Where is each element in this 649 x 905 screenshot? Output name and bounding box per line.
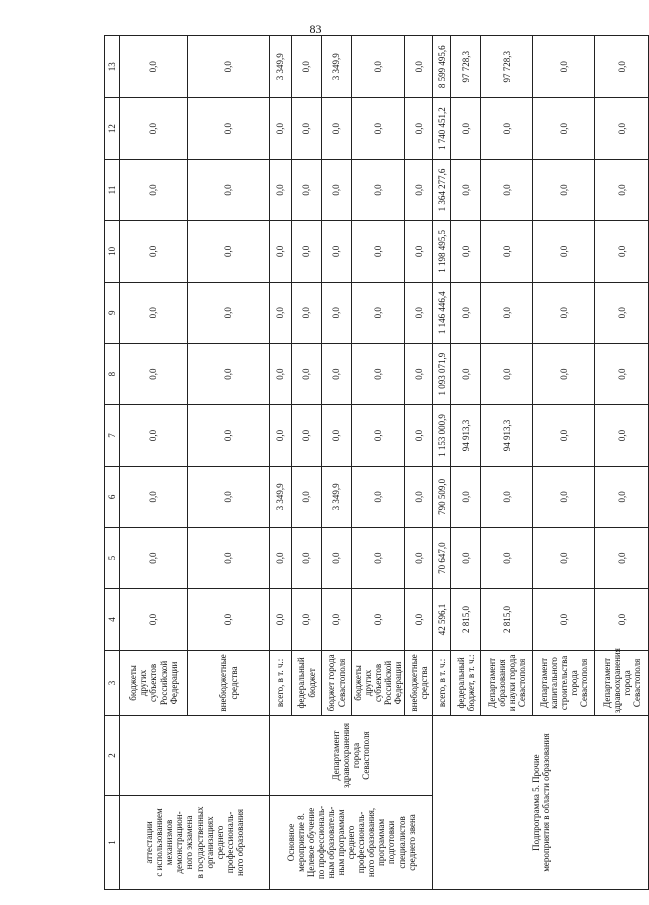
value-cell: 3 349,9 [270, 466, 292, 527]
value-cell: 0,0 [533, 405, 595, 466]
value-cell: 0,0 [188, 282, 270, 343]
value-cell: 0,0 [405, 589, 433, 650]
value-cell: 0,0 [405, 282, 433, 343]
value-cell: 1 146 446,4 [433, 282, 451, 343]
value-cell: 0,0 [405, 159, 433, 220]
value-cell: 0,0 [270, 98, 292, 159]
value-cell: 0,0 [188, 98, 270, 159]
value-cell: 94 913,3 [481, 405, 533, 466]
value-cell: 0,0 [120, 159, 188, 220]
value-cell: 0,0 [292, 221, 322, 282]
value-cell: 0,0 [481, 159, 533, 220]
value-cell: 0,0 [481, 282, 533, 343]
budget-table [104, 35, 649, 890]
value-cell: 0,0 [533, 527, 595, 588]
value-cell: 0,0 [292, 405, 322, 466]
rotated-table-container [104, 35, 642, 890]
value-cell: 0,0 [595, 36, 649, 98]
value-cell: 0,0 [352, 282, 405, 343]
value-cell: 0,0 [595, 221, 649, 282]
header-cell: 7 [105, 405, 120, 466]
value-cell: 0,0 [405, 527, 433, 588]
value-cell: 0,0 [120, 343, 188, 404]
value-cell: 0,0 [595, 466, 649, 527]
value-cell: 0,0 [270, 282, 292, 343]
header-cell: 6 [105, 466, 120, 527]
value-cell: 0,0 [188, 466, 270, 527]
value-cell: 3 349,9 [322, 466, 352, 527]
value-cell: 0,0 [120, 527, 188, 588]
value-cell: 0,0 [322, 343, 352, 404]
value-cell: 0,0 [292, 159, 322, 220]
subprogram-title: Подпрограмма 5. Прочие мероприятия в области образования [433, 716, 649, 890]
value-cell: 97 728,3 [451, 36, 481, 98]
value-cell: 0,0 [322, 527, 352, 588]
value-cell: 0,0 [270, 221, 292, 282]
header-cell: 11 [105, 159, 120, 220]
table-row [120, 36, 188, 890]
value-cell: 0,0 [292, 98, 322, 159]
value-cell: 0,0 [352, 589, 405, 650]
value-cell: 0,0 [595, 589, 649, 650]
value-cell: 0,0 [352, 405, 405, 466]
value-cell: 0,0 [352, 221, 405, 282]
value-cell: 0,0 [322, 589, 352, 650]
value-cell: 0,0 [481, 98, 533, 159]
value-cell: 3 349,9 [270, 36, 292, 98]
value-cell: 0,0 [188, 36, 270, 98]
funding-source: внебюджетные средства [188, 650, 270, 715]
value-cell: 0,0 [188, 527, 270, 588]
value-cell: 1 093 071,9 [433, 343, 451, 404]
value-cell: 0,0 [405, 36, 433, 98]
value-cell: 0,0 [188, 159, 270, 220]
value-cell: 790 509,0 [433, 466, 451, 527]
funding-source: бюджеты других субъектов Российской Федерации [352, 650, 405, 715]
value-cell: 0,0 [352, 527, 405, 588]
value-cell: 0,0 [595, 405, 649, 466]
value-cell: 0,0 [352, 343, 405, 404]
table-row [270, 36, 292, 890]
value-cell: 0,0 [352, 159, 405, 220]
value-cell: 0,0 [322, 405, 352, 466]
value-cell: 0,0 [533, 589, 595, 650]
value-cell: 0,0 [292, 589, 322, 650]
value-cell: 0,0 [595, 98, 649, 159]
value-cell: 0,0 [322, 282, 352, 343]
value-cell: 0,0 [595, 527, 649, 588]
value-cell: 0,0 [188, 221, 270, 282]
value-cell: 0,0 [533, 36, 595, 98]
page-number: 83 [309, 22, 322, 36]
value-cell: 1 153 000,9 [433, 405, 451, 466]
value-cell: 1 364 277,6 [433, 159, 451, 220]
value-cell: 0,0 [120, 221, 188, 282]
value-cell: 0,0 [405, 98, 433, 159]
value-cell: 0,0 [292, 466, 322, 527]
funding-source: всего, в т. ч.: [433, 650, 451, 715]
value-cell: 0,0 [188, 405, 270, 466]
value-cell: 0,0 [120, 36, 188, 98]
executor-cell [120, 716, 270, 796]
value-cell: 0,0 [188, 589, 270, 650]
value-cell: 0,0 [292, 282, 322, 343]
value-cell: 0,0 [451, 466, 481, 527]
value-cell: 0,0 [270, 405, 292, 466]
table-row [433, 36, 451, 890]
value-cell: 2 815,0 [481, 589, 533, 650]
header-cell: 8 [105, 343, 120, 404]
funding-source: федеральный бюджет, в т. ч.: [451, 650, 481, 715]
funding-source: внебюджетные средства [405, 650, 433, 715]
value-cell: 3 349,9 [322, 36, 352, 98]
header-cell: 2 [105, 716, 120, 796]
value-cell: 0,0 [120, 282, 188, 343]
value-cell: 42 596,1 [433, 589, 451, 650]
value-cell: 0,0 [481, 527, 533, 588]
funding-source: Департамент образования и науки города Севастополя [481, 650, 533, 715]
funding-source: всего, в т. ч.: [270, 650, 292, 715]
header-cell: 9 [105, 282, 120, 343]
value-cell: 0,0 [352, 36, 405, 98]
value-cell: 0,0 [533, 221, 595, 282]
value-cell: 0,0 [405, 221, 433, 282]
value-cell: 94 913,3 [451, 405, 481, 466]
header-cell: 12 [105, 98, 120, 159]
value-cell: 0,0 [292, 36, 322, 98]
header-cell: 3 [105, 650, 120, 715]
value-cell: 0,0 [533, 466, 595, 527]
value-cell: 0,0 [120, 405, 188, 466]
executor-cell: Департамент здравоохранения города Севастополя [270, 716, 433, 796]
value-cell: 0,0 [270, 343, 292, 404]
value-cell: 0,0 [322, 98, 352, 159]
value-cell: 0,0 [533, 98, 595, 159]
value-cell: 0,0 [292, 343, 322, 404]
value-cell: 0,0 [481, 343, 533, 404]
value-cell: 0,0 [595, 282, 649, 343]
value-cell: 0,0 [322, 159, 352, 220]
measure-description: аттестации с использованием механизмов демонстрацион- ного экзамена в государственных организациях среднего профессиональ- ного образования [120, 795, 270, 889]
funding-source: бюджет города Севастополя [322, 650, 352, 715]
measure-description: Основное мероприятие 8. Целевое обучение по профессиональ- ным образователь- ным программам среднего профессиональ- ного образования, программам подготовки специалистов среднего звена [270, 795, 433, 889]
header-row [105, 36, 120, 890]
header-cell: 1 [105, 795, 120, 889]
value-cell: 0,0 [270, 527, 292, 588]
header-cell: 4 [105, 589, 120, 650]
value-cell: 70 647,0 [433, 527, 451, 588]
value-cell: 0,0 [120, 589, 188, 650]
value-cell: 97 728,3 [481, 36, 533, 98]
value-cell: 0,0 [120, 98, 188, 159]
value-cell: 0,0 [120, 466, 188, 527]
value-cell: 0,0 [451, 282, 481, 343]
value-cell: 0,0 [533, 159, 595, 220]
header-cell: 10 [105, 221, 120, 282]
value-cell: 0,0 [451, 527, 481, 588]
value-cell: 8 599 495,6 [433, 36, 451, 98]
value-cell: 0,0 [270, 589, 292, 650]
value-cell: 0,0 [405, 466, 433, 527]
funding-source: федеральный бюджет [292, 650, 322, 715]
value-cell: 0,0 [352, 466, 405, 527]
value-cell: 0,0 [270, 159, 292, 220]
value-cell: 2 815,0 [451, 589, 481, 650]
funding-source: бюджеты других субъектов Российской Федерации [120, 650, 188, 715]
value-cell: 0,0 [481, 221, 533, 282]
header-cell: 13 [105, 36, 120, 98]
value-cell: 0,0 [451, 221, 481, 282]
value-cell: 0,0 [292, 527, 322, 588]
value-cell: 0,0 [322, 221, 352, 282]
value-cell: 0,0 [405, 343, 433, 404]
value-cell: 0,0 [451, 98, 481, 159]
value-cell: 0,0 [451, 343, 481, 404]
value-cell: 0,0 [352, 98, 405, 159]
value-cell: 0,0 [451, 159, 481, 220]
value-cell: 0,0 [405, 405, 433, 466]
value-cell: 0,0 [533, 282, 595, 343]
value-cell: 0,0 [595, 343, 649, 404]
value-cell: 0,0 [595, 159, 649, 220]
value-cell: 0,0 [481, 466, 533, 527]
value-cell: 0,0 [533, 343, 595, 404]
funding-source: Департамент здравоохранения города Севастополя [595, 650, 649, 715]
value-cell: 1 198 495,5 [433, 221, 451, 282]
value-cell: 1 740 451,2 [433, 98, 451, 159]
value-cell: 0,0 [188, 343, 270, 404]
header-cell: 5 [105, 527, 120, 588]
funding-source: Департамент капитального строительства города Севастополя [533, 650, 595, 715]
